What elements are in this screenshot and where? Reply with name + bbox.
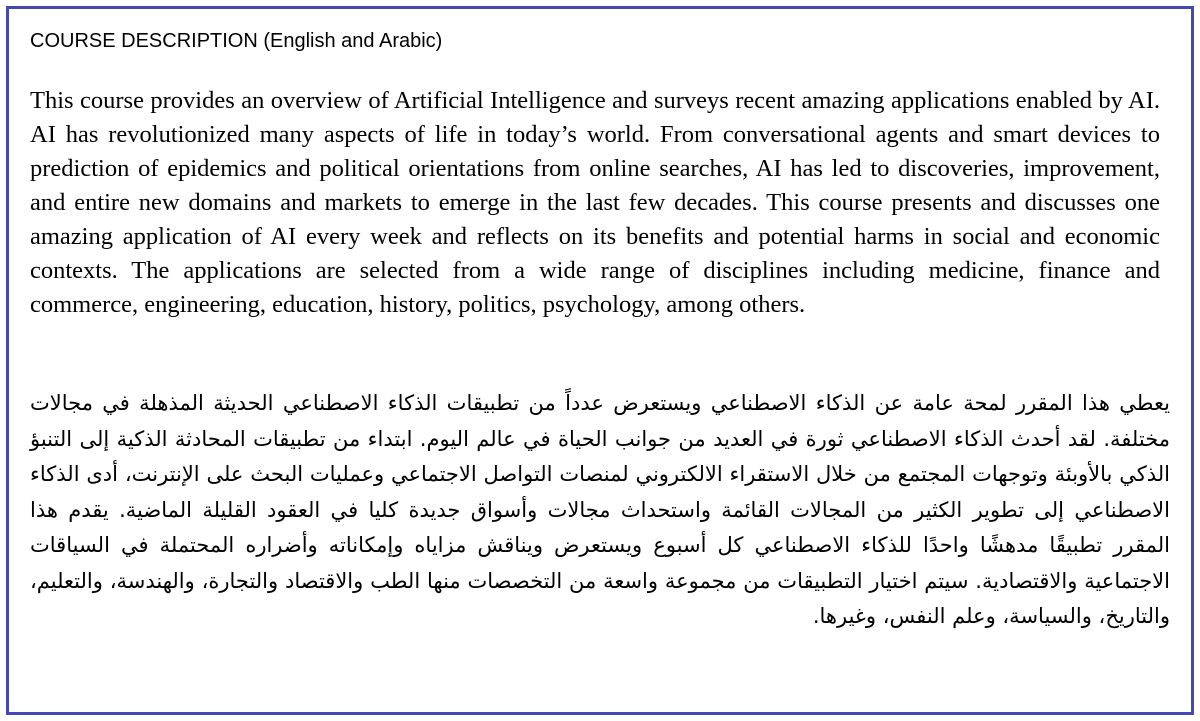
english-description-paragraph: This course provides an overview of Artificial Intelligence and surveys recent amazing applications enabled by AI. AI has revolutionized many aspects of life in today’s world. From conversational agents and smart devices to prediction of epidemics and political orientations from online searches, AI has led to discoveries, improvement, and entire new domains and markets to emerge in the last few decades. This course presents and discusses one amazing application of AI every week and reflects on its benefits and potential harms in social and economic contexts. The applications are selected from a wide range of disciplines including medicine, finance and commerce, engineering, education, history, politics, psychology, among others. [30, 87, 1160, 318]
arabic-description-paragraph: يعطي هذا المقرر لمحة عامة عن الذكاء الاصطناعي ويستعرض عدداً من تطبيقات الذكاء الاصطناعي الحديثة المذهلة في مجالات مختلفة. لقد أحدث الذكاء الاصطناعي ثورة في العديد من جوانب الحياة في عالم اليوم. ابتداء من تطبيقات المحادثة الذكية إلى التنبؤ الذكي بالأوبئة وتوجهات المجتمع من خلال الاستقراء الالكتروني لمنصات التواصل الاجتماعي وعمليات البحث على الإنترنت، أدى الذكاء الاصطناعي إلى تطوير الكثير من المجالات القائمة واستحداث مجالات وأسواق جديدة كليا في العقود القليلة الماضية. يقدم هذا المقرر تطبيقًا مدهشًا واحدًا للذكاء الاصطناعي كل أسبوع ويستعرض ويناقش مزاياه وإمكاناته وأضراره المحتملة في السياقات الاجتماعية والاقتصادية. سيتم اختيار التطبيقات من مجموعة واسعة من التخصصات منها الطب والاقتصاد والتجارة، والهندسة، والتعليم، والتاريخ، والسياسة، وعلم النفس، وغيرها. [30, 391, 1170, 628]
section-heading: COURSE DESCRIPTION (English and Arabic) [30, 30, 443, 52]
